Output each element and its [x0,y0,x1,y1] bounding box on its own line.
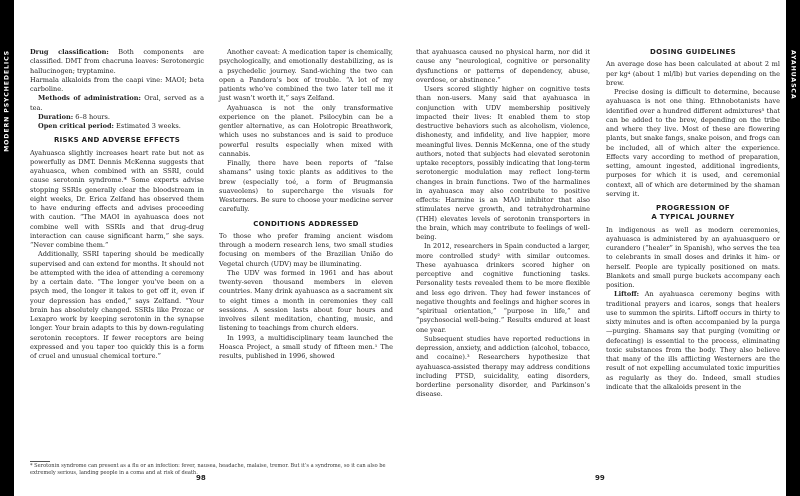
footnote: * Serotonin syndrome can present as a flu or an infection: fever, nausea, headache, malaise, tremor. But it’s a syndrome, so it can also be extremely serious, landing people in a coma and at risk of death. [30,463,386,476]
open-critical-period: Open critical period: Estimated 3 weeks. [38,122,181,130]
left-page-column-1 [30,48,204,361]
paragraph: The UDV was formed in 1961 and has about twenty-seven thousand members in eleven countries. Many drink ayahuasca as a sacrament six to eight times a month in ceremonies they call sessions. A session lasts about four hours and involves silent meditation, chanting, music, and listening to teachings from church elders. [219,268,393,333]
paragraph: Finally, there have been reports of “false shamans” using toxic plants as additives to the brew (especially toé, a form of Brugmansia suaveolens) to supercharge the visuals for Westerners. Be sure to choose your medicine server carefully. [219,159,393,214]
drug-classification: Drug classification: Both components are classified. DMT from chacruna leaves: Serotonergic hallucinogen; tryptamine. [30,48,204,75]
methods-of-administration: Methods of administration: Oral, served as a tea. [30,94,204,112]
risks-paragraph-2: Additionally, SSRI tapering should be medically supervised and can extend for months. It should not be attempted with the idea of attending a ceremony by a certain date. “The longer you’ve been on a psych med, the longer it takes to get off it, even if your depression has ended,” says Zelfand. “Your brain has absolutely changed. SSRIs like Prozac or Lexapro work by keeping serotonin in the synapse longer. Your brain adapts to this by down-regulating serotonin receptors. If fewer receptors are being expressed and you taper too quickly this is a form of cruel and unusual chemical torture.” [30,250,204,360]
paragraph: In 1993, a multidisciplinary team launched the Hoasca Project, a small study of fifteen men.¹ The results, published in 1996, showed [219,333,393,360]
right-running-head: AYAHUASCA [789,50,797,100]
right-page-column-1 [416,48,590,400]
risks-heading: RISKS AND ADVERSE EFFECTS [53,136,181,145]
paragraph: that ayahuasca caused no physical harm, nor did it cause any “neurological, cognitive or personality dysfunctions or patterns of dependency, abuse, overdose, or abstinence.” [416,48,590,84]
right-page-column-2 [606,48,780,392]
duration: Duration: 6–8 hours. [38,112,110,121]
left-page-column-2 [219,48,393,361]
paragraph: Another caveat: A medication taper is chemically, psychologically, and emotionally destabilizing, as is a psychedelic journey. Sand-wiching the two can open a Pandora’s box of trouble. “A lot of my patients who’ve combined the two later tell me it just wasn’t worth it,” says Zelfand. [219,48,393,103]
liftoff-paragraph: Liftoff: An ayahuasca ceremony begins with traditional prayers and icaros, songs that healers use to summon the spirits. Liftoff occurs in thirty to sixty minutes and is often accompanied by la purga—purging. Shamans say that purging (vomiting or defecating) is essential to the process, eliminating toxic substances from the body. They also believe that many of the ills afflicting Westerners are the result of not expelling accumulated toxic impurities as regularly as they do. Indeed, small studies indicate that the alkaloids present in the [606,290,780,391]
paragraph: In 2012, researchers in Spain conducted a larger, more controlled study² with similar outcomes. These ayahuasca drinkers scored higher on perceptive and cognitive functioning tasks. Personality tests revealed them to be more flexible and less ego driven. They had fewer instances of negative thoughts and feelings and higher scores in “spiritual orientation,” “purpose in life,” and “psychosocial well-being.” Results endured at least one year. [416,242,590,334]
paragraph: In indigenous as well as modern ceremonies, ayahuasca is administered by an ayahuasquero or curandero (“healer” in Spanish), who serves the tea to celebrants in small doses and drinks it him- or herself. People are typically positioned on mats. Blankets and small purge buckets accompany each position. [606,225,780,289]
journey-heading-line-1: PROGRESSION OF [656,204,730,212]
risks-paragraph-1: Ayahuasca slightly increases heart rate but not as powerfully as DMT. Dennis McKenna suggests that ayahuasca, when combined with an SSRI, could cause serotonin syndrome.* Some experts advise stopping SSRIs generally clear the bloodstream in eight weeks, Dr. Erica Zelfand has observed them to have enduring effects and advises proceeding with caution. “The MAOI in ayahuasca does not combine well with SSRIs and that drug-drug interaction can cause significant harm,” she says. “Never combine them.” [30,148,204,249]
footnote-rule [30,461,50,462]
page-number-left: 98 [196,474,206,482]
paragraph: To those who prefer framing ancient wisdom through a modern research lens, two small studies focusing on members of the Brazilian União do Vegetal church (UDV) may be illuminating. [219,231,393,268]
conditions-heading: CONDITIONS ADDRESSED [253,219,359,228]
paragraph: Subsequent studies have reported reductions in depression, anxiety, and addiction (alcohol, tobacco, and cocaine).³ Researchers hypothesize that ayahuasca-assisted therapy may address conditions including PTSD, suicidality, eating disorders, borderline personality disorder, and Parkinson’s disease. [416,334,590,399]
harmala-line: Harmala alkaloids from the caapi vine: MAOI; beta carboline. [30,75,204,93]
journey-heading-line-2: A TYPICAL JOURNEY [651,213,735,222]
dosing-heading: DOSING GUIDELINES [650,48,736,56]
page-number-right: 99 [595,474,605,482]
paragraph: Ayahuasca is not the only transformative experience on the planet. Psilocybin can be a gentler alternative, as can Holotropic Breathwork, which uses no substances and is said to produce powerful results especially when mixed with cannabis. [219,103,393,158]
paragraph: Precise dosing is difficult to determine, because ayahuasca is not one thing. Ethnobotanists have identified over a hundred different admixtures⁵ that can be added to the brew, depending on the tribe and where they live. Most of these are flowering plants, but snake fangs, snake poison, and frogs can be included, all of which alter the experience. Effects vary according to method of preparation, setting, amount ingested, additional ingredients, purposes for which it is used, and ceremonial context, all of which are determined by the shaman serving it. [606,88,780,198]
paragraph: An average dose has been calculated at about 2 ml per kg⁴ (about 1 ml/lb) but varies depending on the brew. [606,60,780,87]
left-running-head-bar [0,0,14,496]
right-running-head-bar [786,0,800,496]
left-running-head: MODERN PSYCHEDELICS [3,50,11,152]
paragraph: Users scored slightly higher on cognitive tests than non-users. Many said that ayahuasca in conjunction with UDV membership positively impacted their lives: It enabled them to stop destructive behaviors such as alcoholism, violence, dishonesty, and infidelity, and live happier, more meaningful lives. Dennis McKenna, one of the study authors, noted that subjects had elevated serotonin uptake receptors, possibly indicating that long-term serotonergic modulation may reflect long-term changes in brain functions. Two of the harmalines in ayahuasca may also contribute to positive effects: Harmine is an MAO inhibitor that also stimulates nerve growth, and tetrahydroharmine (THH) elevates levels of serotonin transporters in the brain, which may contribute to feelings of well-being. [416,85,590,241]
